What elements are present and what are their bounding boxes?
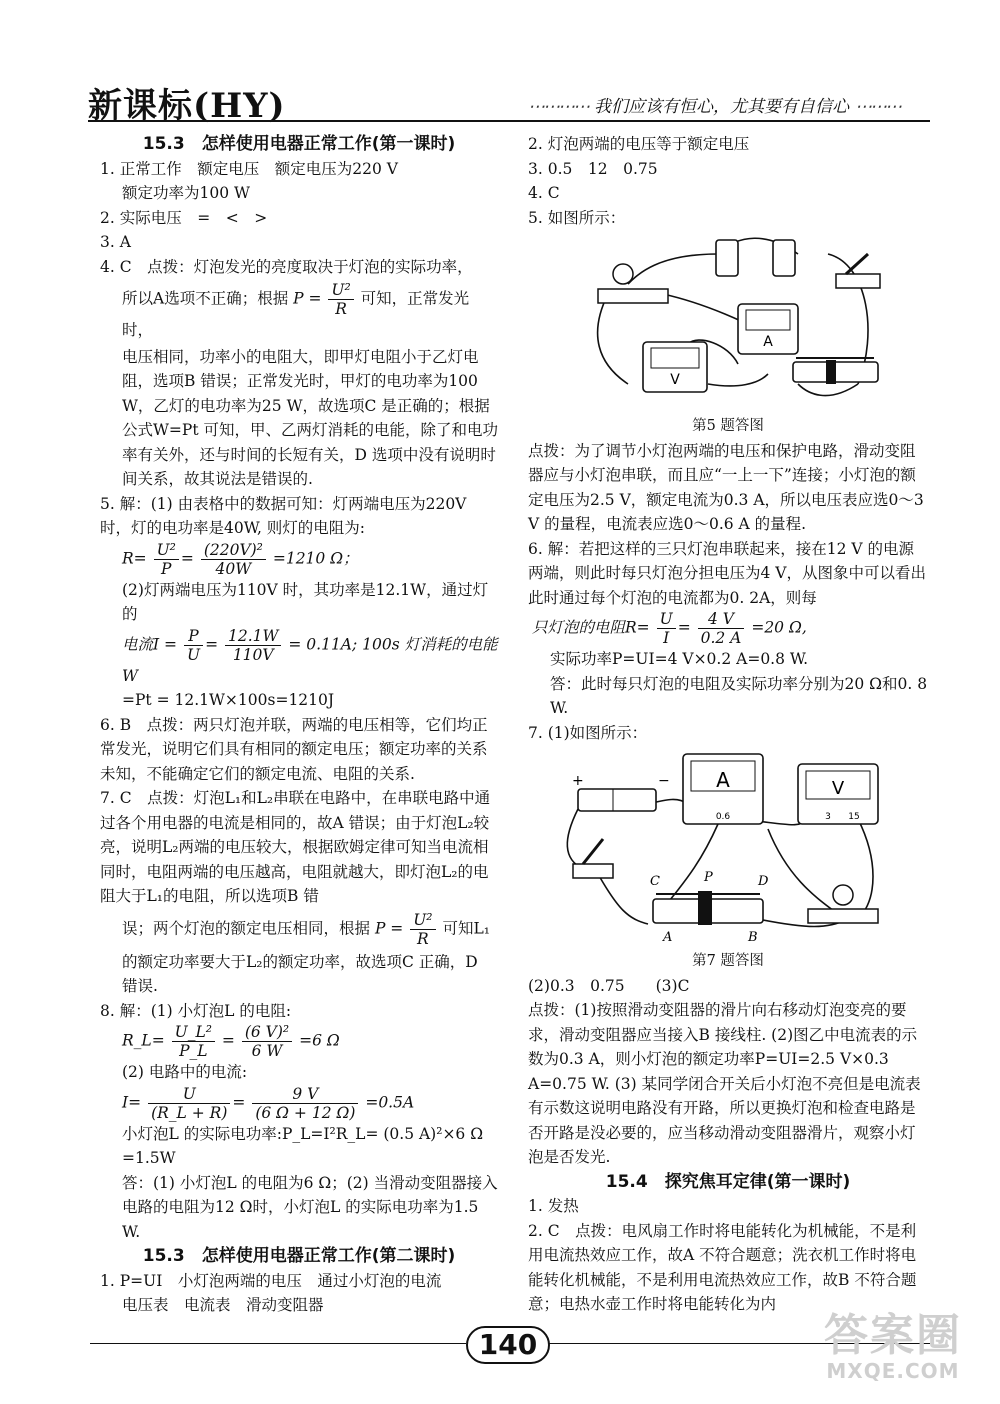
- fraction: [410, 911, 435, 948]
- denominator: (6 Ω + 12 Ω): [255, 1103, 356, 1122]
- numerator: P: [184, 627, 203, 646]
- equals: =: [221, 1031, 235, 1050]
- watermark-logo: [798, 1312, 988, 1398]
- answer-8-part2: (2) 电路中的电流:: [122, 1063, 248, 1081]
- fraction: [242, 1023, 292, 1060]
- left-column: [100, 132, 498, 1318]
- answer-7: 7. C 点拨：灯泡L₁和L₂串联在电路中，在串联电路中通过各个用电器的电流是相同的，故A 错误；由于灯泡L₂较亮，说明L₂两端的电压较大，根据欧姆定律可知当电流相同时，电阻两端的电压越高，电阻就越大，即灯泡L₂的电阻大于L₁的电阻，所以选项B 错: [100, 789, 491, 905]
- fraction: [225, 627, 281, 664]
- footer-rule-left: [90, 1343, 466, 1344]
- fraction: [328, 281, 353, 318]
- plus-label: +: [572, 773, 584, 789]
- answer-p1: 1. P=UI 小灯泡两端的电压 通过小灯泡的电流: [100, 1271, 442, 1290]
- fraction: [148, 1085, 230, 1122]
- watermark-bottom: MXQE.COM: [826, 1359, 960, 1383]
- voltmeter-icon: [643, 342, 707, 392]
- ammeter-icon: [683, 754, 763, 824]
- ammeter-label: A: [716, 768, 730, 792]
- denominator: (R_L + R): [151, 1103, 228, 1122]
- header-rule: [88, 120, 930, 122]
- terminal-d: D: [758, 874, 769, 889]
- answer-r5: 5. 如图所示：: [528, 208, 626, 227]
- voltmeter-range-15: 15: [848, 812, 860, 822]
- answer-5-formula-i: 电流I = $\frac{P}{U}$ = $\frac{12.1W}{110V}$ = 0.11A; 100s 灯消耗的电能W: [122, 626, 498, 685]
- ammeter-icon: [738, 304, 798, 354]
- denominator: 6 W: [251, 1042, 283, 1060]
- page-header: [88, 78, 930, 126]
- fraction: [184, 627, 203, 664]
- numerator: 9 V: [252, 1085, 358, 1104]
- terminal-a: A: [663, 930, 673, 945]
- text: 可知，正常发光时，: [122, 289, 470, 339]
- answer-8-formula-r: [100, 1023, 498, 1060]
- answer-7-cont: 的额定功率要大于L₂的额定功率，故选项C 正确，D 错误.: [122, 952, 478, 995]
- answer-7-formula-line: [100, 911, 498, 948]
- voltmeter-range-3: 3: [825, 812, 831, 822]
- answer-3: 3. A: [100, 233, 131, 251]
- fraction: [698, 610, 745, 647]
- voltmeter-icon: [798, 764, 878, 824]
- fraction: [252, 1085, 358, 1122]
- answer-8: 8. 解：(1) 小灯泡L 的电阻:: [100, 1001, 292, 1020]
- numerator: U²: [154, 541, 179, 560]
- minus-label: −: [658, 773, 670, 789]
- answer-r2: 2. 灯泡两端的电压等于额定电压: [528, 135, 750, 153]
- answer-r7-note: 点拨：(1)按照滑动变阻器的滑片向右移动灯泡变亮的要求，滑动变阻器应当接入B 接线柱. (2)图乙中电流表的示数为0.3 A，则小灯泡的额定功率P=UI=2.5 V×0.3 A=0.75 W. (3) 某同学闭合开关后小灯泡不亮但是电流表有示数这说明电路没有开路，所以更换灯泡和检查电路是否开路是没必要的，应当移动滑动变阻器滑片，观察小灯泡是否发光.: [528, 1001, 921, 1166]
- formula-result: =0.5A: [365, 1093, 415, 1111]
- formula-lhs: 只灯泡的电阻R=: [532, 618, 650, 637]
- answer-8-formula-i: I= $\frac{U}{(R\_L + R)}$ = $\frac{9 V}{(6 \Omega + 12 \Omega)}$ =0.5A: [122, 1084, 415, 1122]
- denominator: 40W: [215, 559, 252, 578]
- answer-r6: 6. 解：若把这样的三只灯泡串联起来，接在12 V 的电源两端，则此时每只灯泡分担电压为4 V，从图象中可以看出此时通过每个灯泡的电流都为0. 2A，则每: [528, 539, 926, 607]
- answer-r6-conclusion: 答：此时每只灯泡的电阻及实际功率分别为20 Ω和0. 8 W.: [550, 674, 928, 717]
- numerator: U: [148, 1085, 230, 1104]
- formula-result: =1210 Ω；: [272, 549, 359, 567]
- voltmeter-label: V: [831, 778, 845, 799]
- battery-icon: [716, 240, 795, 276]
- page-number: 140: [466, 1326, 550, 1364]
- header-motto: ⋯⋯⋯⋯ 我们应该有恒心，尤其要有自信心 ⋯⋯⋯: [528, 92, 900, 117]
- answer-p1-cont: 电压表 电流表 滑动变阻器: [122, 1296, 324, 1314]
- brand-title: 新课标(HY): [88, 86, 286, 126]
- denominator: U: [186, 645, 201, 664]
- rheostat-icon: [650, 870, 769, 945]
- answer-8-part3: 小灯泡L 的实际电功率:P_L=I²R_L= (0.5 A)²×6 Ω: [122, 1124, 484, 1143]
- denominator: 110V: [232, 645, 274, 664]
- switch-icon: [573, 839, 613, 878]
- figure-5-circuit: [568, 234, 888, 414]
- answer-5-formula-r: R= $\frac{\text{U²}}{P}$ = $\frac{\text{(220V)²}}{40W}$ =1210 Ω；: [122, 540, 359, 578]
- figure-7-circuit: [558, 749, 898, 949]
- denominator: I: [663, 629, 670, 647]
- denominator: P_L: [179, 1042, 208, 1060]
- terminal-b: B: [748, 930, 758, 945]
- numerator: (220V)²: [201, 541, 266, 560]
- fraction: [172, 1023, 215, 1060]
- section-title: 15.4 探究焦耳定律(第一课时): [605, 1171, 851, 1192]
- watermark-top: 答案圈: [824, 1310, 962, 1361]
- text: 所以A选项不正确；根据: [122, 289, 289, 308]
- formula-lhs: R=: [122, 549, 147, 567]
- answer-r3: 3. 0.5 12 0.75: [528, 159, 658, 178]
- answer-1: 1. 正常工作 额定电压 额定电压为220 V: [100, 159, 398, 178]
- text: 误；两个灯泡的额定电压相同，根据: [122, 919, 371, 937]
- answer-4-cont: 电压相同，功率小的电阻大，即甲灯电阻小于乙灯电阻，选项B 错误；正常发光时，甲灯的电功率为100 W，乙灯的电功率为25 W，故选项C 是正确的；根据公式W=Pt 可知，甲、乙两灯消耗的电能，除了和电功率有关外，还与时间的长短有关，D 选项中没有说明时间关系，故其说法是错误的.: [122, 347, 499, 488]
- right-column: [528, 132, 928, 1317]
- formula-lhs: I=: [122, 1093, 142, 1111]
- bulb-icon: [598, 264, 668, 303]
- answer-2: 2. 实际电压 = < >: [100, 208, 268, 227]
- ammeter-range-label: 0.6: [715, 812, 731, 822]
- fraction: [657, 610, 676, 647]
- answer-4-formula-line: [100, 281, 498, 343]
- fraction: [201, 541, 266, 578]
- answer-r7-parts: (2)0.3 0.75 (3)C: [528, 976, 690, 995]
- section-title: 15.3 怎样使用电器正常工作(第一课时): [142, 134, 456, 154]
- answer-5: 5. 解：(1) 由表格中的数据可知：灯两端电压为220V 时，灯的电功率是40W, 则灯的电阻为:: [100, 494, 467, 537]
- numerator: U_L²: [172, 1023, 215, 1042]
- ammeter-label: A: [763, 334, 773, 350]
- figure-7-caption: 第7 题答图: [692, 953, 764, 969]
- denominator: P: [161, 559, 172, 578]
- answer-6: 6. B 点拨：两只灯泡并联，两端的电压相等，它们均正常发光，说明它们具有相同的额定电压；额定功率的关系未知，不能确定它们的额定电流、电阻的关系.: [100, 715, 488, 783]
- section-title: 15.3 怎样使用电器正常工作(第二课时): [142, 1246, 456, 1266]
- battery-icon: [572, 773, 670, 811]
- answer-5-part3: =Pt = 12.1W×100s=1210J: [122, 691, 335, 709]
- denominator: R: [335, 300, 347, 318]
- formula-result: =20 Ω,: [751, 618, 807, 637]
- answer-5-part2: (2)灯两端电压为110V 时，其功率是12.1W，通过灯的: [122, 580, 489, 623]
- rheostat-icon: [793, 358, 878, 384]
- numerator: U²: [328, 281, 353, 300]
- denominator: R: [417, 929, 429, 948]
- figure-5-caption: 第5 题答图: [692, 418, 764, 434]
- formula-lhs: P =: [374, 919, 404, 937]
- denominator: 0.2 A: [700, 629, 742, 647]
- text: 可知L₁: [442, 919, 490, 937]
- formula-result: =6 Ω: [299, 1031, 340, 1050]
- answer-r5-note: 点拨：为了调节小灯泡两端的电压和保护电路，滑动变阻器应与小灯泡串联，而且应“一上一下”连接；小灯泡的额定电压为2.5 V，额定电流为0.3 A，所以电压表应选0～3 V 的量程，电流表应选0～0.6 A 的量程.: [528, 441, 924, 533]
- answer-r6-formula: 只灯泡的电阻R= $\frac{U}{I}$ = $\frac{4 V}{0.2 A}$ =20 Ω,: [532, 610, 807, 647]
- answer-r6-power: 实际功率P=UI=4 V×0.2 A=0.8 W.: [550, 650, 809, 668]
- formula-lhs: P =: [293, 289, 322, 308]
- answer-r7: 7. (1)如图所示：: [528, 723, 648, 742]
- numerator: U: [657, 610, 676, 629]
- voltmeter-label: V: [670, 372, 680, 388]
- formula-lhs: R_L=: [122, 1031, 165, 1050]
- answer-8-conclusion: 答：(1) 小灯泡L 的电阻为6 Ω；(2) 当滑动变阻器接入电路的电阻为12 Ω时，小灯泡L 的实际电功率为1.5 W.: [122, 1173, 498, 1241]
- answer-1-cont: 额定功率为100 W: [122, 184, 250, 202]
- answer-8-part4: =1.5W: [122, 1149, 176, 1167]
- answer-4: 4. C 点拨：灯泡发光的亮度取决于灯泡的实际功率，: [100, 257, 473, 276]
- numerator: (6 V)²: [242, 1023, 292, 1042]
- terminal-p: P: [704, 870, 713, 885]
- terminal-c: C: [650, 874, 660, 889]
- answer-j2: 2. C 点拨：电风扇工作时将电能转化为机械能，不是利用电流热效应工作，故A 不符合题意；洗衣机工作时将电能转化机械能，不是利用电流热效应工作，故B 不符合题意；电热水壶工作时将电能转化为内: [528, 1221, 917, 1313]
- answer-r4: 4. C: [528, 184, 560, 202]
- formula-result: = 0.11A; 100s 灯消耗的电能W: [122, 635, 498, 685]
- fraction: [154, 541, 179, 578]
- answer-j1: 1. 发热: [528, 1197, 579, 1215]
- numerator: 4 V: [698, 610, 745, 629]
- numerator: 12.1W: [225, 627, 281, 646]
- switch-icon: [836, 254, 880, 288]
- formula-lhs: 电流I =: [122, 635, 178, 653]
- numerator: U²: [410, 911, 435, 930]
